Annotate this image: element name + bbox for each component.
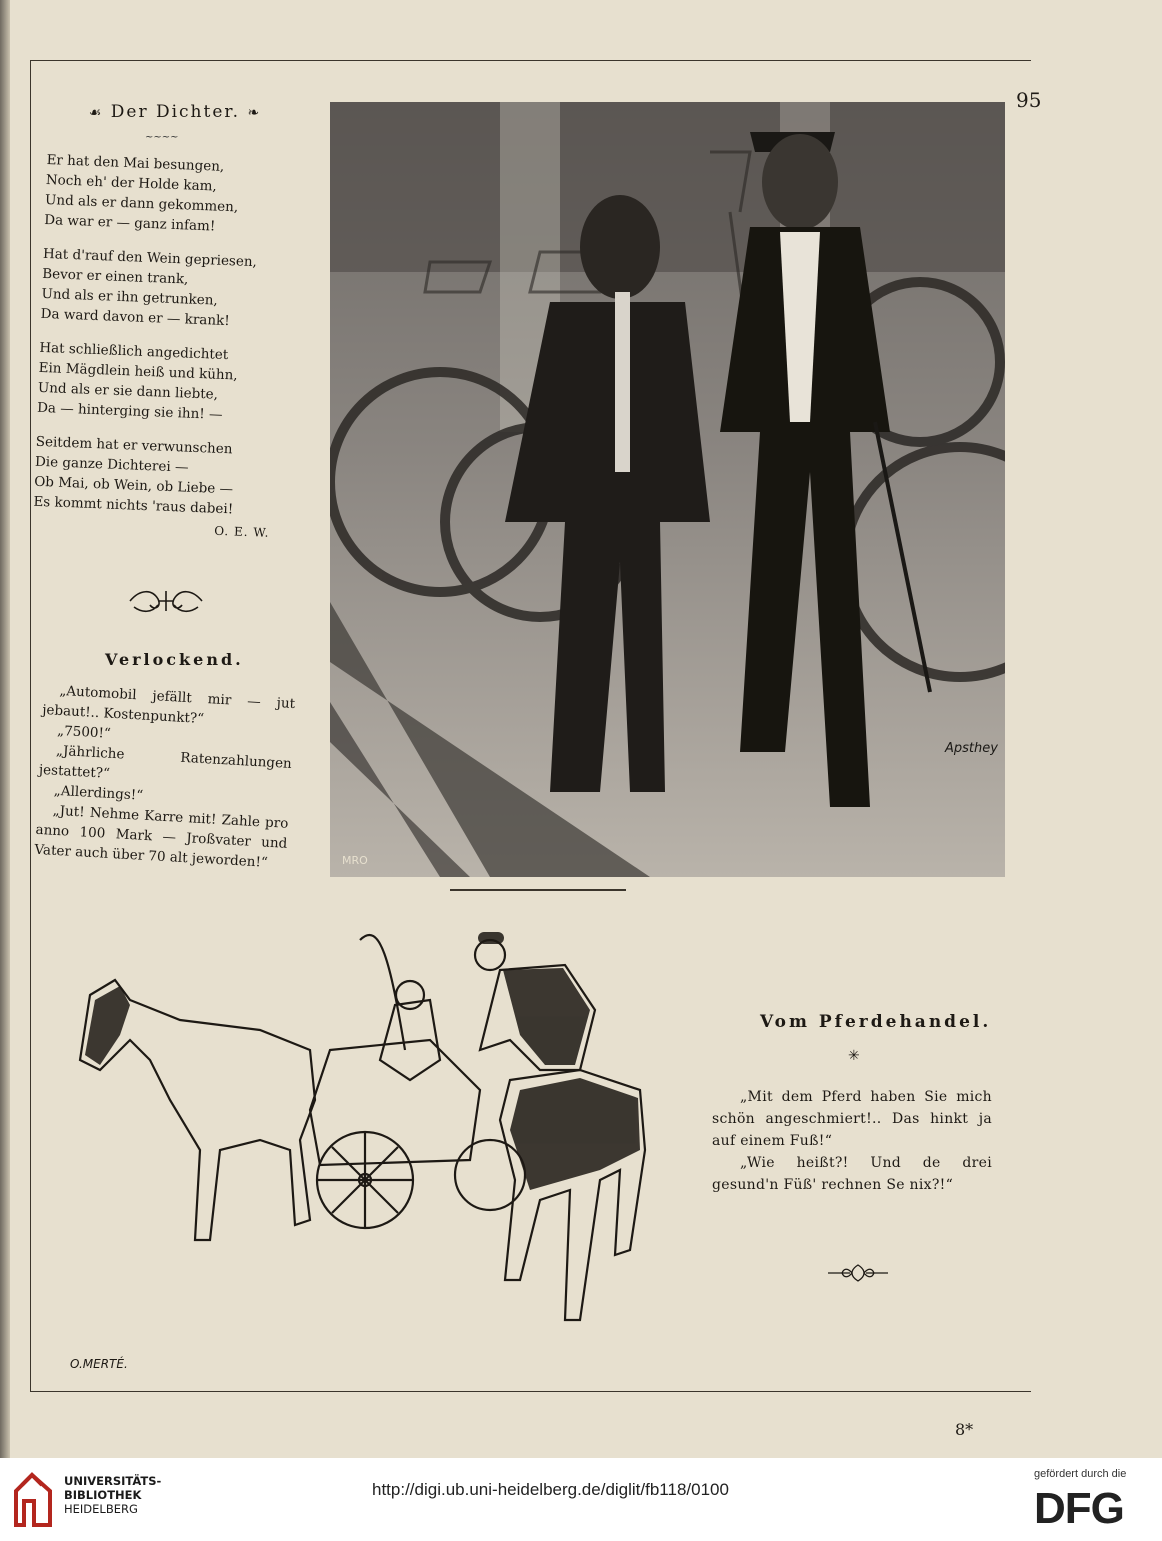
poem-line: Ein Mägdlein heiß und kühn, — [38, 359, 238, 384]
horse-trade-body — [712, 1086, 992, 1196]
dfg-logo[interactable]: DFG — [1034, 1484, 1124, 1533]
signature-mark: 8* — [955, 1420, 974, 1439]
story-paragraph: „Jut! Nehme Karre mit! Zahle pro anno 100 Mark — Jroßvater und Vater auch über 70 alt jeworden!“ — [34, 802, 289, 871]
poem-stanza — [33, 432, 281, 521]
poem-line: Ob Mai, ob Wein, ob Liebe — — [33, 473, 234, 498]
poem-author: O. E. W. — [214, 523, 270, 540]
poem-line: Seitdem hat er verwunschen — [35, 433, 233, 458]
title-ornament-right-icon: ❧ — [247, 105, 262, 121]
university-library-logo-icon[interactable] — [14, 1471, 52, 1527]
poem-line: Es kommt nichts 'raus dabei! — [33, 493, 234, 518]
poem-line: Und als er sie dann liebte, — [37, 379, 219, 403]
poem-stanza — [37, 338, 285, 427]
story-body — [34, 680, 296, 874]
poem-line: Hat schließlich angedichtet — [39, 339, 229, 364]
story-paragraph: „Automobil jefällt mir — jut jebaut!.. Kostenpunkt?“ — [41, 682, 296, 727]
top-illustration-signature: Apsthey — [945, 741, 998, 756]
poem-line: Da — hinterging sie ihn! — — [36, 399, 223, 423]
divider-ornament-icon — [126, 585, 206, 617]
funding-caption: gefördert durch die — [1034, 1468, 1127, 1480]
poem-line: Bevor er einen trank, — [41, 265, 189, 288]
horse-trade-paragraph: „Wie heißt?! Und de drei gesund'n Füß' rechnen Se nix?!“ — [712, 1155, 992, 1193]
poem-stanza — [44, 150, 292, 239]
story-paragraph: „Jährliche Ratenzahlungen jestattet?“ — [38, 742, 293, 782]
page-edge — [0, 0, 10, 1458]
squiggle-ornament-icon: ~~~~ — [145, 132, 179, 143]
permalink-url[interactable]: http://digi.ub.uni-heidelberg.de/diglit/fb118/0100 — [372, 1480, 729, 1499]
poem-stanza — [40, 244, 288, 333]
garage-illustration — [330, 102, 1005, 877]
poem-title-text: Der Dichter. — [110, 102, 241, 122]
horse-trade-title: Vom Pferdehandel. — [760, 1012, 992, 1032]
poem-line: Hat d'rauf den Wein gepriesen, — [42, 245, 258, 271]
garage-illustration-drawing — [330, 102, 1005, 877]
library-name-line: BIBLIOTHEK — [64, 1488, 142, 1502]
page-number: 95 — [1016, 88, 1042, 112]
poem-line: Noch eh' der Holde kam, — [45, 171, 218, 195]
library-name-line: HEIDELBERG — [64, 1502, 138, 1516]
poem-line: Und als er dann gekommen, — [44, 191, 239, 216]
end-ornament-icon — [826, 1262, 890, 1284]
poem-line: Die ganze Dichterei — — [34, 453, 189, 476]
university-library-name[interactable] — [64, 1474, 161, 1516]
asterism-icon: ✳ — [848, 1048, 860, 1064]
title-ornament-left-icon: ☙ — [88, 105, 104, 121]
library-name-line: UNIVERSITÄTS- — [64, 1474, 162, 1488]
poem-line: Und als er ihn getrunken, — [41, 285, 219, 309]
poem-body — [32, 150, 292, 543]
poem-line: Da war er — ganz infam! — [44, 211, 216, 235]
story-title: Verlockend. — [105, 650, 244, 669]
story-paragraph: „7500!“ — [56, 722, 112, 742]
poem-title — [80, 102, 270, 122]
horse-cart-drawing — [60, 920, 660, 1380]
viewer-footer — [0, 1458, 1162, 1541]
story-paragraph: „Allerdings!“ — [53, 782, 144, 804]
horse-cart-illustration — [60, 920, 660, 1380]
bottom-illustration-signature: O.MERTÉ. — [70, 1357, 128, 1371]
section-rule — [450, 889, 626, 891]
poem-line: Da ward davon er — krank! — [40, 305, 230, 330]
poem-line: Er hat den Mai besungen, — [46, 151, 225, 175]
top-illustration-monogram: MRO — [342, 854, 368, 867]
horse-trade-paragraph: „Mit dem Pferd haben Sie mich schön angeschmiert!.. Das hinkt ja auf einem Fuß!“ — [712, 1089, 992, 1149]
